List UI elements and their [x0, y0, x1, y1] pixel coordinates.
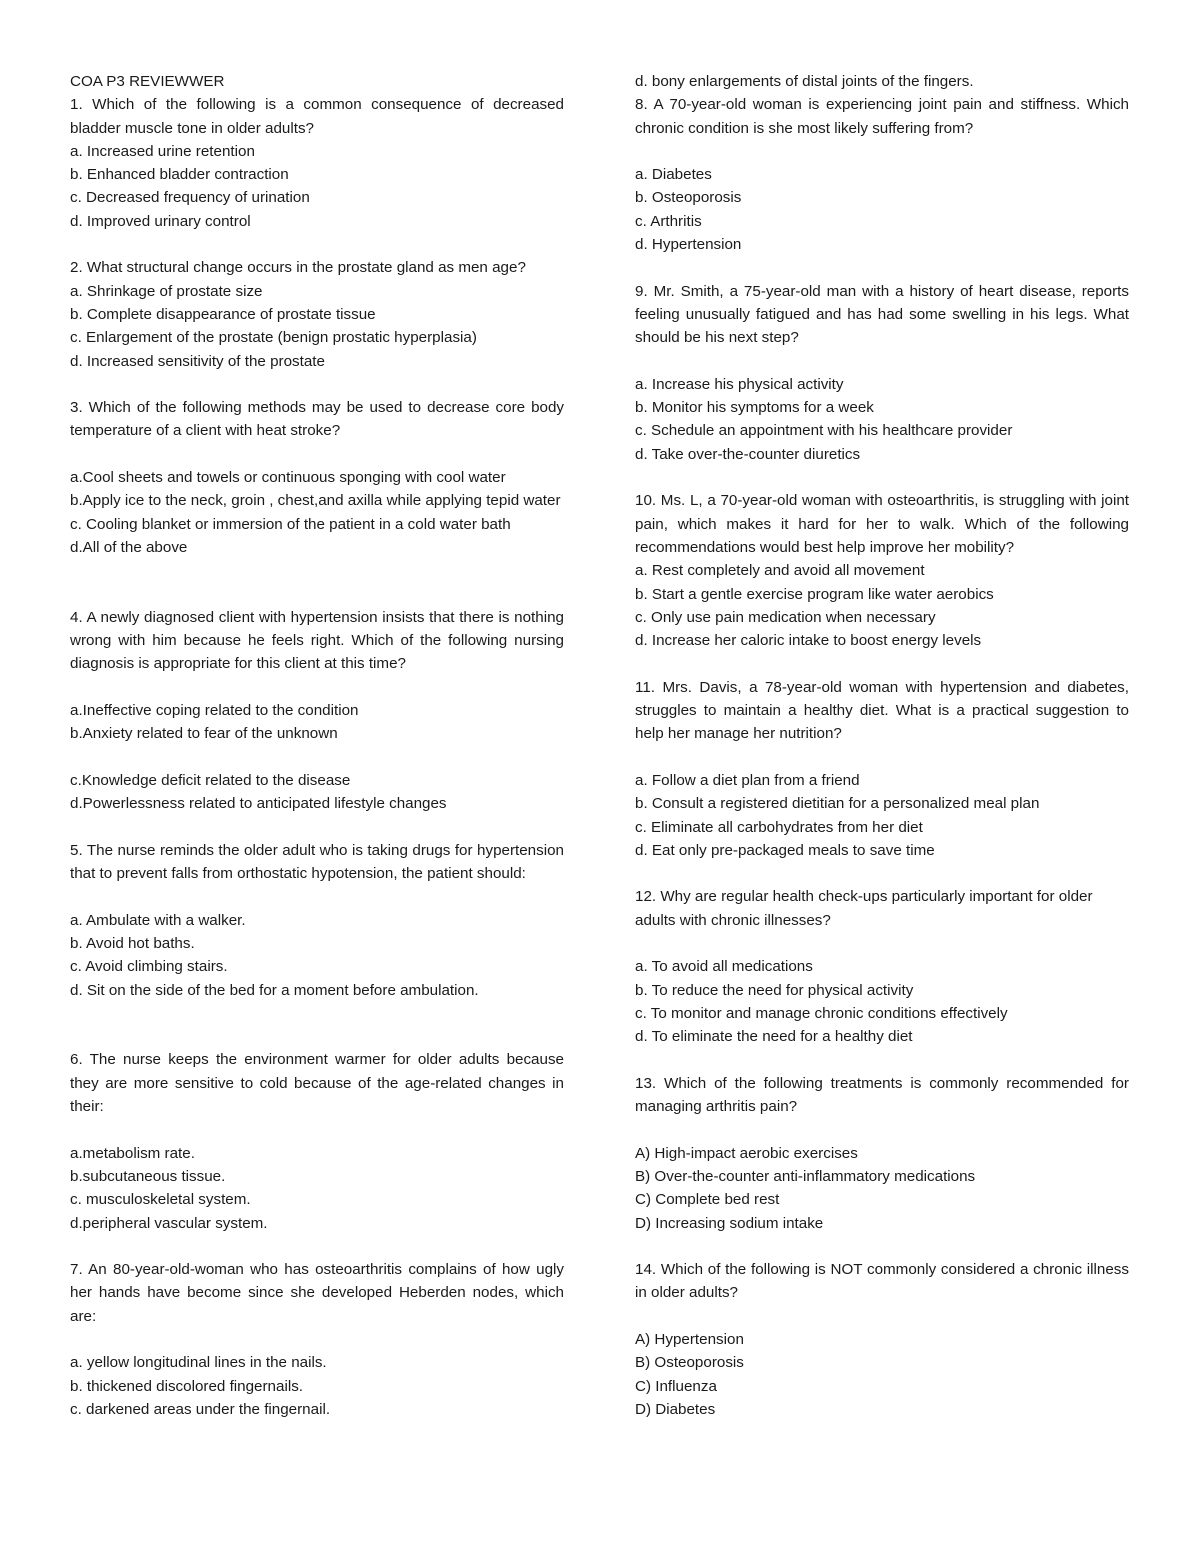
answer-options — [635, 1142, 1129, 1235]
question-stem: 10. Ms. L, a 70-year-old woman with osteoarthritis, is struggling with joint pain, which makes it hard for her to walk. Which of the following recommendations would best help improve her mobility? — [635, 492, 1129, 556]
answer-option: d. Take over-the-counter diuretics — [635, 445, 861, 463]
question-stem: 9. Mr. Smith, a 75-year-old man with a history of heart disease, reports feeling unusually fatigued and has had some swelling in his legs. What should be his next step? — [635, 282, 1129, 347]
answer-options — [70, 466, 564, 559]
question-1 — [70, 93, 564, 233]
question-stem: 3. Which of the following methods may be used to decrease core body temperature of a client with heat stroke? — [70, 399, 564, 440]
question-stem: 5. The nurse reminds the older adult who is taking drugs for hypertension that to prevent falls from orthostatic hypotension, the patient should: — [70, 841, 564, 883]
answer-option: c. Decreased frequency of urination — [70, 189, 310, 207]
answer-option: d. Increase her caloric intake to boost energy levels — [635, 632, 982, 650]
answer-option: c. Arthritis — [635, 212, 702, 230]
answer-options-continued — [635, 70, 1129, 93]
answer-options — [635, 163, 1129, 256]
answer-option: a. yellow longitudinal lines in the nails. — [70, 1354, 327, 1372]
question-2 — [70, 256, 564, 372]
answer-options — [635, 373, 1129, 466]
question-stem: 14. Which of the following is NOT commonly considered a chronic illness in older adults? — [635, 1261, 1129, 1302]
answer-option: a. Shrinkage of prostate size — [70, 282, 263, 300]
answer-option: a.Ineffective coping related to the condition — [70, 702, 359, 720]
question-stem: 12. Why are regular health check-ups particularly important for older adults with chronic illnesses? — [635, 888, 1093, 929]
answer-option: a. To avoid all medications — [635, 958, 813, 976]
answer-options — [70, 699, 564, 815]
answer-option: c. Cooling blanket or immersion of the patient in a cold water bath — [70, 515, 511, 533]
answer-option: c. darkened areas under the fingernail. — [70, 1400, 331, 1418]
answer-options — [70, 1351, 564, 1421]
question-13 — [635, 1072, 1129, 1235]
answer-option: a. Diabetes — [635, 166, 712, 184]
question-14 — [635, 1258, 1129, 1421]
answer-option: D) Diabetes — [635, 1400, 716, 1418]
question-11 — [635, 676, 1129, 862]
answer-option: B) Osteoporosis — [635, 1354, 744, 1372]
answer-option: b. Complete disappearance of prostate tissue — [70, 305, 376, 323]
answer-option: a. Increased urine retention — [70, 142, 255, 160]
answer-option: C) Influenza — [635, 1377, 717, 1395]
question-stem: 2. What structural change occurs in the prostate gland as men age? — [70, 259, 526, 277]
answer-option: d. Hypertension — [635, 236, 742, 254]
answer-options — [635, 559, 1129, 652]
answer-option: c. musculoskeletal system. — [70, 1191, 251, 1209]
answer-option: c. Enlargement of the prostate (benign prostatic hyperplasia) — [70, 329, 477, 347]
answer-option: A) High-impact aerobic exercises — [635, 1144, 858, 1162]
answer-option: a. Follow a diet plan from a friend — [635, 771, 860, 789]
answer-option: c. Schedule an appointment with his healthcare provider — [635, 422, 1013, 440]
answer-option: b. Osteoporosis — [635, 189, 742, 207]
answer-option: c. Avoid climbing stairs. — [70, 958, 228, 976]
answer-option: d.All of the above — [70, 538, 188, 556]
answer-options — [70, 140, 564, 233]
answer-option: d. Improved urinary control — [70, 212, 251, 230]
question-4 — [70, 606, 564, 816]
answer-option: d.Powerlessness related to anticipated lifestyle changes — [70, 795, 447, 813]
left-column — [70, 70, 564, 1421]
answer-option: d.peripheral vascular system. — [70, 1214, 268, 1232]
question-stem: 11. Mrs. Davis, a 78-year-old woman with hypertension and diabetes, struggles to maintain a healthy diet. What is a practical suggestion to help her manage her nutrition? — [635, 678, 1129, 743]
answer-option: b. Monitor his symptoms for a week — [635, 399, 874, 417]
question-7 — [70, 1258, 564, 1421]
answer-options — [635, 769, 1129, 862]
question-stem: 4. A newly diagnosed client with hypertension insists that there is nothing wrong with him because he feels right. Which of the following nursing diagnosis is appropriate for this client at this time? — [70, 608, 564, 673]
answer-option: c.Knowledge deficit related to the disease — [70, 771, 351, 789]
right-column — [635, 70, 1129, 1421]
answer-option: b.Apply ice to the neck, groin , chest,and axilla while applying tepid water — [70, 492, 561, 510]
answer-option: b. To reduce the need for physical activity — [635, 981, 914, 999]
answer-option: b.subcutaneous tissue. — [70, 1167, 226, 1185]
answer-option: b. thickened discolored fingernails. — [70, 1377, 304, 1395]
answer-option: d. bony enlargements of distal joints of the fingers. — [635, 73, 974, 90]
question-6 — [70, 1048, 564, 1234]
answer-option: d. Sit on the side of the bed for a moment before ambulation. — [70, 981, 479, 999]
question-9 — [635, 280, 1129, 466]
answer-option: d. Eat only pre-packaged meals to save time — [635, 841, 935, 859]
answer-option: c. Eliminate all carbohydrates from her diet — [635, 818, 923, 836]
document-title: COA P3 REVIEWWER — [70, 73, 225, 90]
answer-option: A) Hypertension — [635, 1331, 744, 1349]
question-12 — [635, 885, 1129, 1048]
answer-option: d. To eliminate the need for a healthy diet — [635, 1028, 913, 1046]
answer-option: C) Complete bed rest — [635, 1191, 780, 1209]
answer-option: a. Ambulate with a walker. — [70, 911, 246, 929]
answer-options — [635, 1328, 1129, 1421]
answer-option: a. Rest completely and avoid all movement — [635, 562, 925, 580]
question-stem: 13. Which of the following treatments is commonly recommended for managing arthritis pain? — [635, 1074, 1129, 1116]
answer-option: b. Avoid hot baths. — [70, 934, 195, 952]
question-10 — [635, 489, 1129, 652]
answer-options — [70, 280, 564, 373]
answer-option: b. Enhanced bladder contraction — [70, 166, 289, 184]
answer-option: a. Increase his physical activity — [635, 375, 844, 393]
answer-option: c. Only use pain medication when necessary — [635, 608, 936, 626]
question-stem: 1. Which of the following is a common consequence of decreased bladder muscle tone in older adults? — [70, 96, 564, 137]
question-stem: 6. The nurse keeps the environment warmer for older adults because they are more sensitive to cold because of the age-related changes in their: — [70, 1051, 564, 1116]
answer-option: c. To monitor and manage chronic conditions effectively — [635, 1004, 1008, 1022]
question-stem: 7. An 80-year-old-woman who has osteoarthritis complains of how ugly her hands have become since she developed Heberden nodes, which are: — [70, 1261, 564, 1325]
answer-option: b. Start a gentle exercise program like water aerobics — [635, 585, 994, 603]
answer-option: B) Over-the-counter anti-inflammatory medications — [635, 1167, 976, 1185]
answer-option: b. Consult a registered dietitian for a personalized meal plan — [635, 795, 1040, 813]
answer-options — [635, 955, 1129, 1048]
answer-option: a.Cool sheets and towels or continuous sponging with cool water — [70, 469, 506, 487]
answer-options — [70, 1142, 564, 1235]
question-8 — [635, 93, 1129, 256]
answer-option: b.Anxiety related to fear of the unknown — [70, 725, 338, 743]
question-3 — [70, 396, 564, 559]
answer-option: d. Increased sensitivity of the prostate — [70, 352, 325, 370]
answer-options — [70, 909, 564, 1002]
answer-option: D) Increasing sodium intake — [635, 1214, 824, 1232]
question-5 — [70, 839, 564, 1002]
question-stem: 8. A 70-year-old woman is experiencing joint pain and stiffness. Which chronic condition is she most likely suffering from? — [635, 96, 1129, 137]
answer-option: a.metabolism rate. — [70, 1144, 195, 1162]
